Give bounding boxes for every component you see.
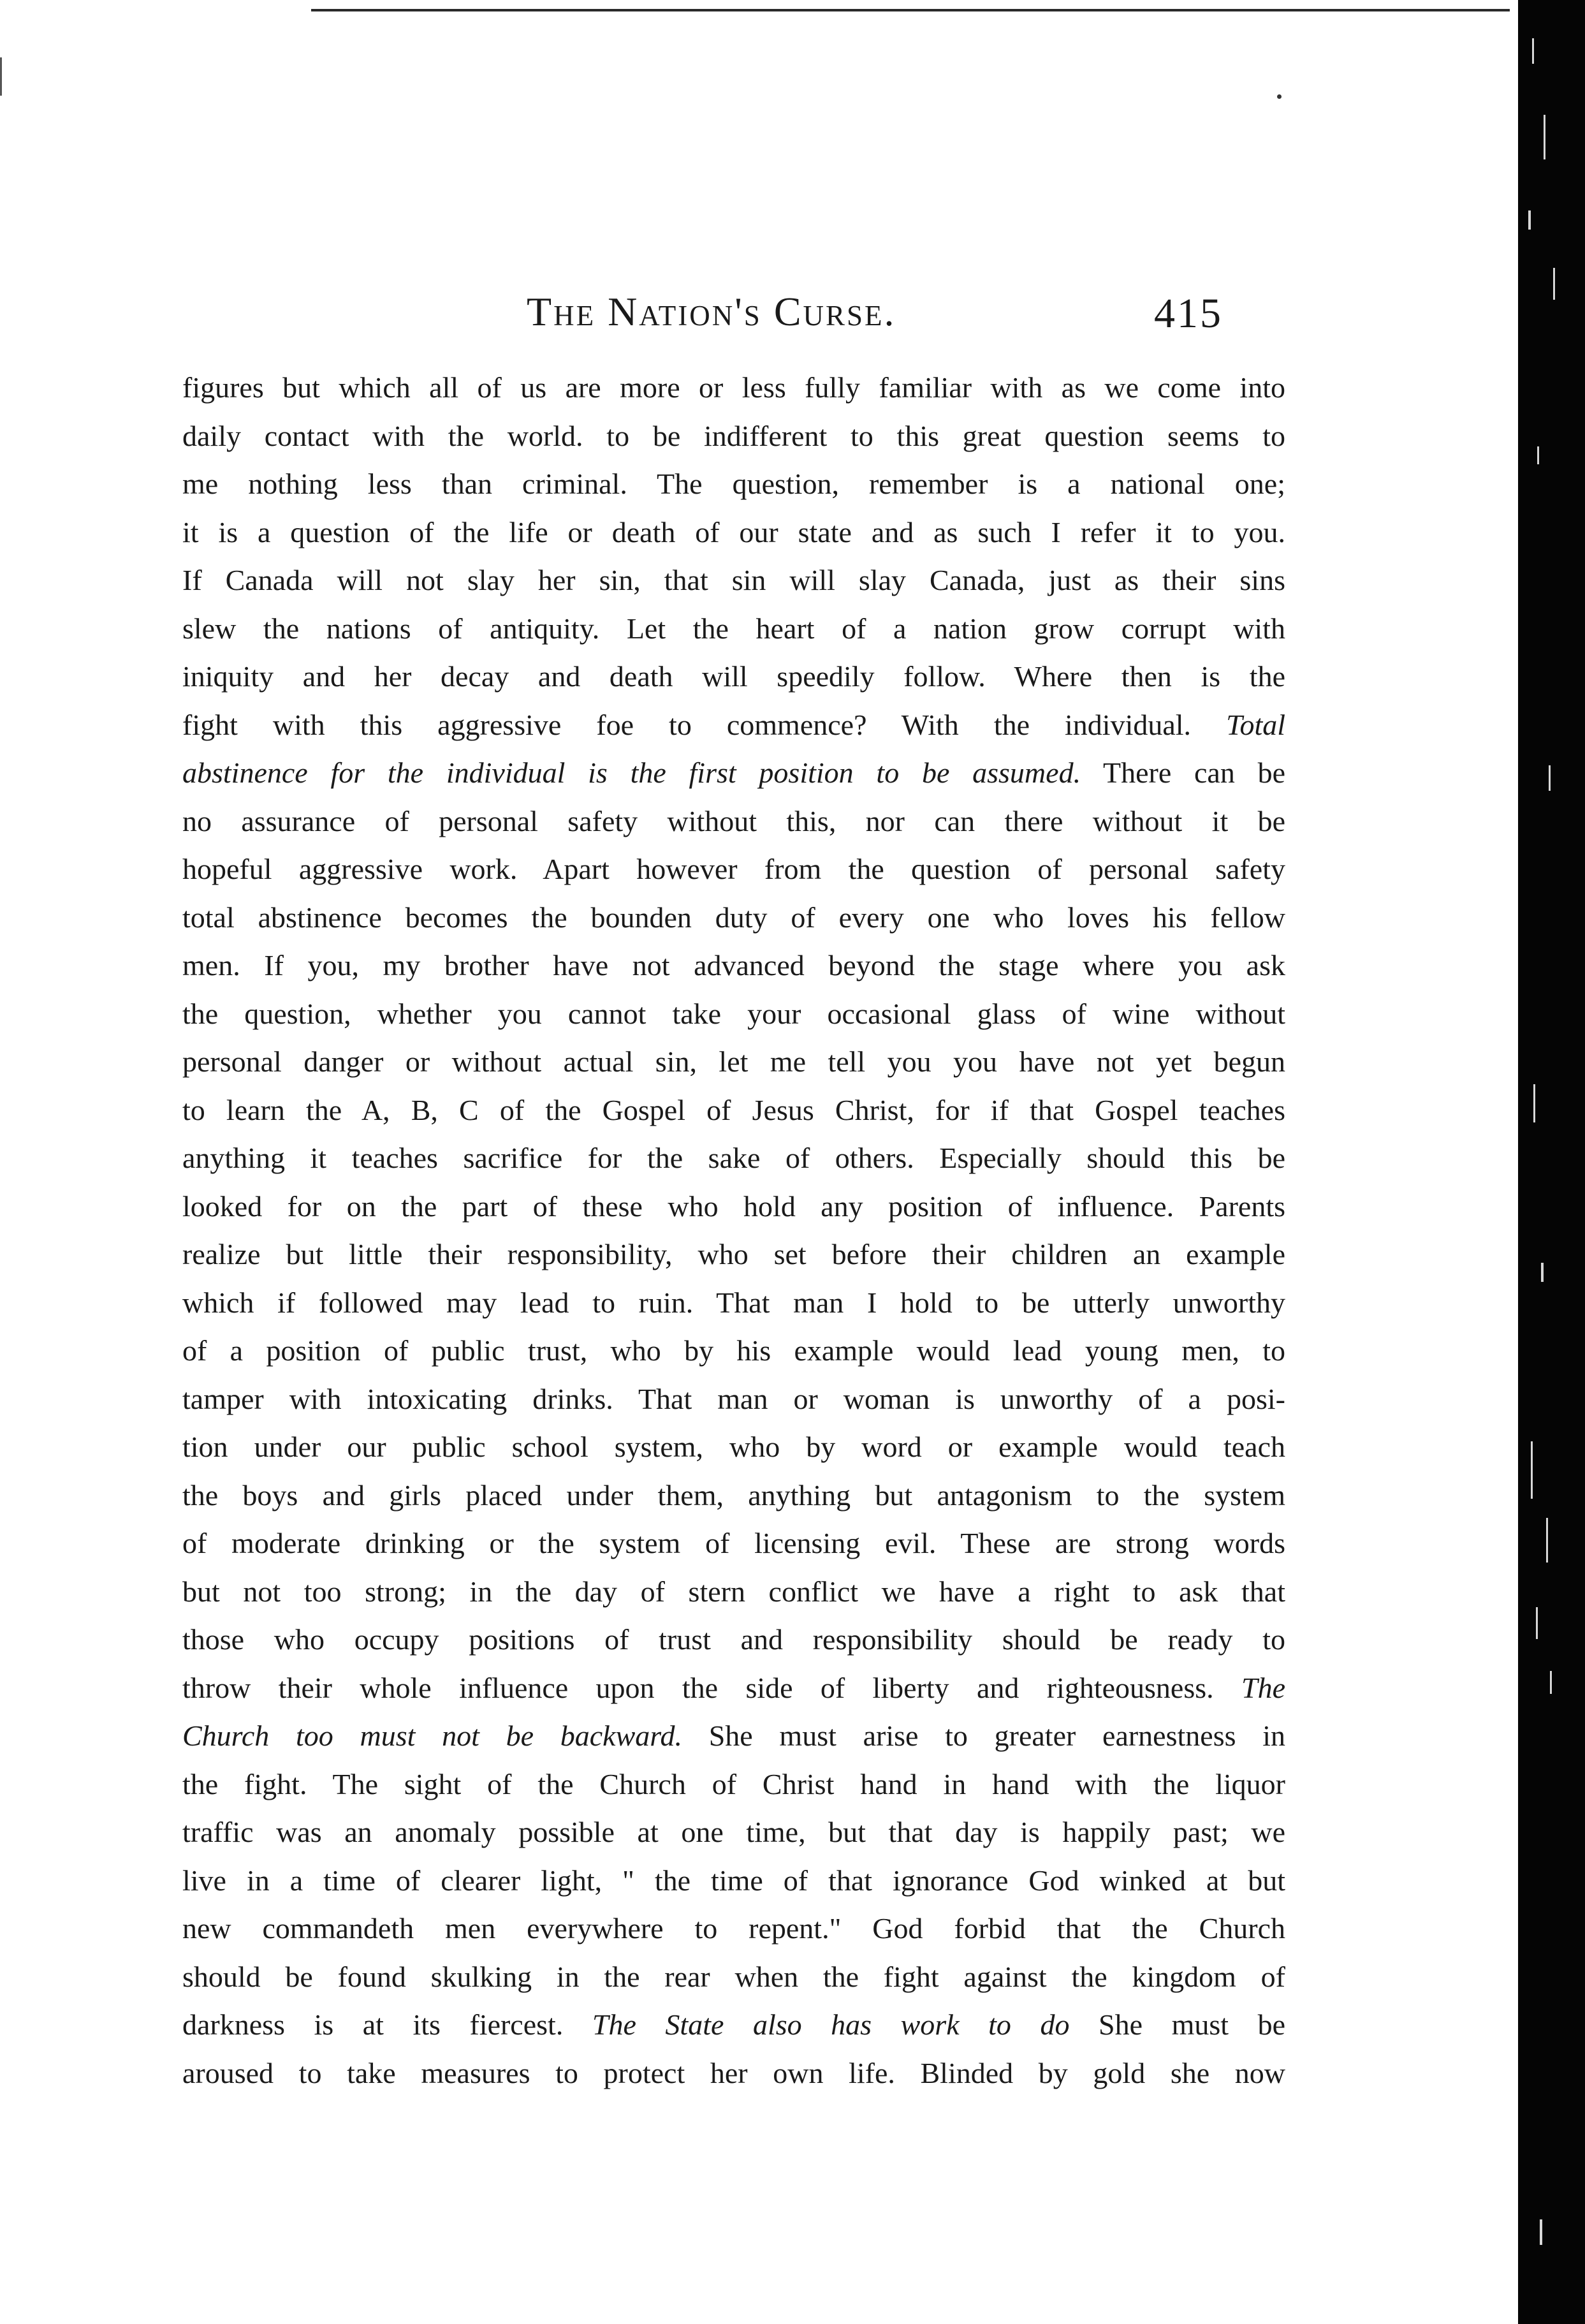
text-line: live in a time of clearer light, " the time of that ignorance God winked at but — [182, 1864, 1285, 1897]
page-number: 415 — [1154, 290, 1223, 337]
text-line: the fight. The sight of the Church of Christ hand in hand with the liquor — [182, 1767, 1285, 1800]
text-line: darkness is at its fiercest. The State also has work to do She must be — [182, 2008, 1285, 2041]
page-speck — [1277, 94, 1282, 99]
top-rule — [311, 9, 1510, 11]
text-line: of moderate drinking or the system of licensing evil. These are strong words — [182, 1527, 1285, 1559]
text-line: the boys and girls placed under them, anything but antagonism to the system — [182, 1478, 1285, 1511]
text-line: which if followed may lead to ruin. That man I hold to be utterly unworthy — [182, 1286, 1285, 1319]
text-line: men. If you, my brother have not advanced beyond the stage where you ask — [182, 949, 1285, 982]
left-edge-mark — [0, 57, 2, 96]
scanned-binding-edge — [1518, 0, 1585, 2324]
text-line: anything it teaches sacrifice for the sake of others. Especially should this be — [182, 1142, 1285, 1174]
italic-phrase: The State also has work to do — [592, 2008, 1070, 2041]
text-line: Church too must not be backward. She must arise to greater earnestness in — [182, 1719, 1285, 1752]
text-line: it is a question of the life or death of our state and as such I refer it to you. — [182, 515, 1285, 548]
text-line: should be found skulking in the rear when the fight against the kingdom of — [182, 1960, 1285, 1993]
text-line: hopeful aggressive work. Apart however from the question of personal safety — [182, 853, 1285, 885]
italic-phrase: Church too must not be backward. — [182, 1719, 682, 1752]
text-line: If Canada will not slay her sin, that sin will slay Canada, just as their sins — [182, 564, 1285, 596]
text-line: throw their whole influence upon the side of liberty and righteousness. The — [182, 1671, 1285, 1704]
body-text — [182, 364, 1285, 2097]
text-line: aroused to take measures to protect her own life. Blinded by gold she now — [182, 2056, 1285, 2089]
text-line: tion under our public school system, who by word or example would teach — [182, 1430, 1285, 1463]
text-line: me nothing less than criminal. The question, remember is a national one; — [182, 467, 1285, 500]
text-line: the question, whether you cannot take your occasional glass of wine without — [182, 997, 1285, 1030]
text-line: new commandeth men everywhere to repent." God forbid that the Church — [182, 1912, 1285, 1945]
text-line: iniquity and her decay and death will speedily follow. Where then is the — [182, 660, 1285, 693]
text-line: fight with this aggressive foe to commence? With the individual. Total — [182, 708, 1285, 741]
text-line: traffic was an anomaly possible at one time, but that day is happily past; we — [182, 1816, 1285, 1848]
text-line: slew the nations of antiquity. Let the heart of a nation grow corrupt with — [182, 612, 1285, 645]
text-line: looked for on the part of these who hold any position of influence. Parents — [182, 1189, 1285, 1223]
text-line: to learn the A, B, C of the Gospel of Jesus Christ, for if that Gospel teaches — [182, 1093, 1285, 1126]
italic-phrase: Total — [1226, 708, 1285, 741]
text-line: no assurance of personal safety without this, nor can there without it be — [182, 804, 1285, 837]
text-line: but not too strong; in the day of stern conflict we have a right to ask that — [182, 1575, 1285, 1608]
text-line: tamper with intoxicating drinks. That man or woman is unworthy of a posi- — [182, 1382, 1285, 1415]
text-line: figures but which all of us are more or less fully familiar with as we come into — [182, 371, 1285, 404]
text-line: daily contact with the world. to be indifferent to this great question seems to — [182, 419, 1285, 452]
text-line: abstinence for the individual is the first position to be assumed. There can be — [182, 756, 1285, 789]
text-line: personal danger or without actual sin, let me tell you you have not yet begun — [182, 1045, 1285, 1078]
text-line: realize but little their responsibility, who set before their children an example — [182, 1238, 1285, 1270]
italic-phrase: The — [1241, 1671, 1285, 1704]
italic-phrase: abstinence for the individual is the first position to be assumed. — [182, 756, 1081, 789]
text-line: total abstinence becomes the bounden duty of every one who loves his fellow — [182, 901, 1285, 934]
running-head: The Nation's Curse. — [527, 289, 896, 334]
text-line: those who occupy positions of trust and responsibility should be ready to — [182, 1623, 1285, 1656]
text-line: of a position of public trust, who by his example would lead young men, to — [182, 1334, 1285, 1367]
